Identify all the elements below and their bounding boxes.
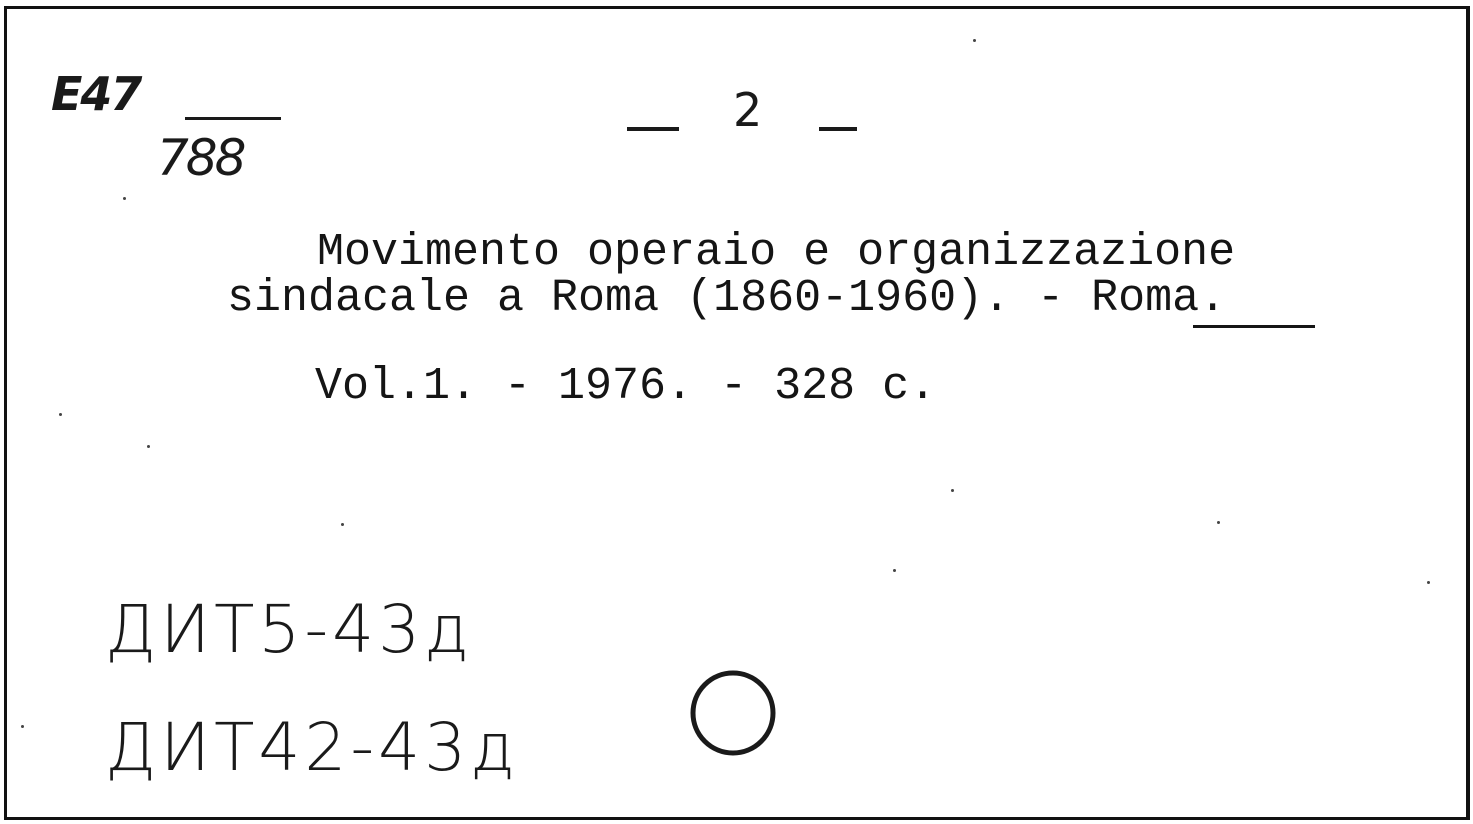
paper-speck	[21, 725, 24, 728]
paper-speck	[1427, 581, 1430, 584]
shelfmark-top: E47	[51, 67, 141, 121]
paper-speck	[951, 489, 954, 492]
shelfmark-bottom: 788	[157, 129, 244, 187]
paper-speck	[147, 445, 150, 448]
paper-speck	[893, 569, 896, 572]
catalog-card	[4, 6, 1470, 820]
page-number-dash-left	[627, 127, 679, 131]
paper-speck	[973, 39, 976, 42]
title-line-1: Movimento operaio e organizzazione	[317, 227, 1236, 278]
paper-speck	[341, 523, 344, 526]
shelfmark-divider	[185, 117, 281, 120]
paper-speck	[123, 197, 126, 200]
page-number-dash-right	[819, 127, 857, 131]
title-line-2: sindacale a Roma (1860-1960). - Roma.	[227, 273, 1227, 324]
call-number-2: ДИТ42-43д	[105, 709, 519, 786]
volume-line: Vol.1. - 1976. - 328 c.	[315, 361, 937, 412]
circle-stamp-icon	[687, 667, 779, 759]
paper-speck	[59, 413, 62, 416]
page-number: 2	[733, 83, 763, 137]
place-underline	[1193, 325, 1315, 328]
call-number-1: ДИТ5-43д	[105, 591, 473, 668]
paper-speck	[1217, 521, 1220, 524]
